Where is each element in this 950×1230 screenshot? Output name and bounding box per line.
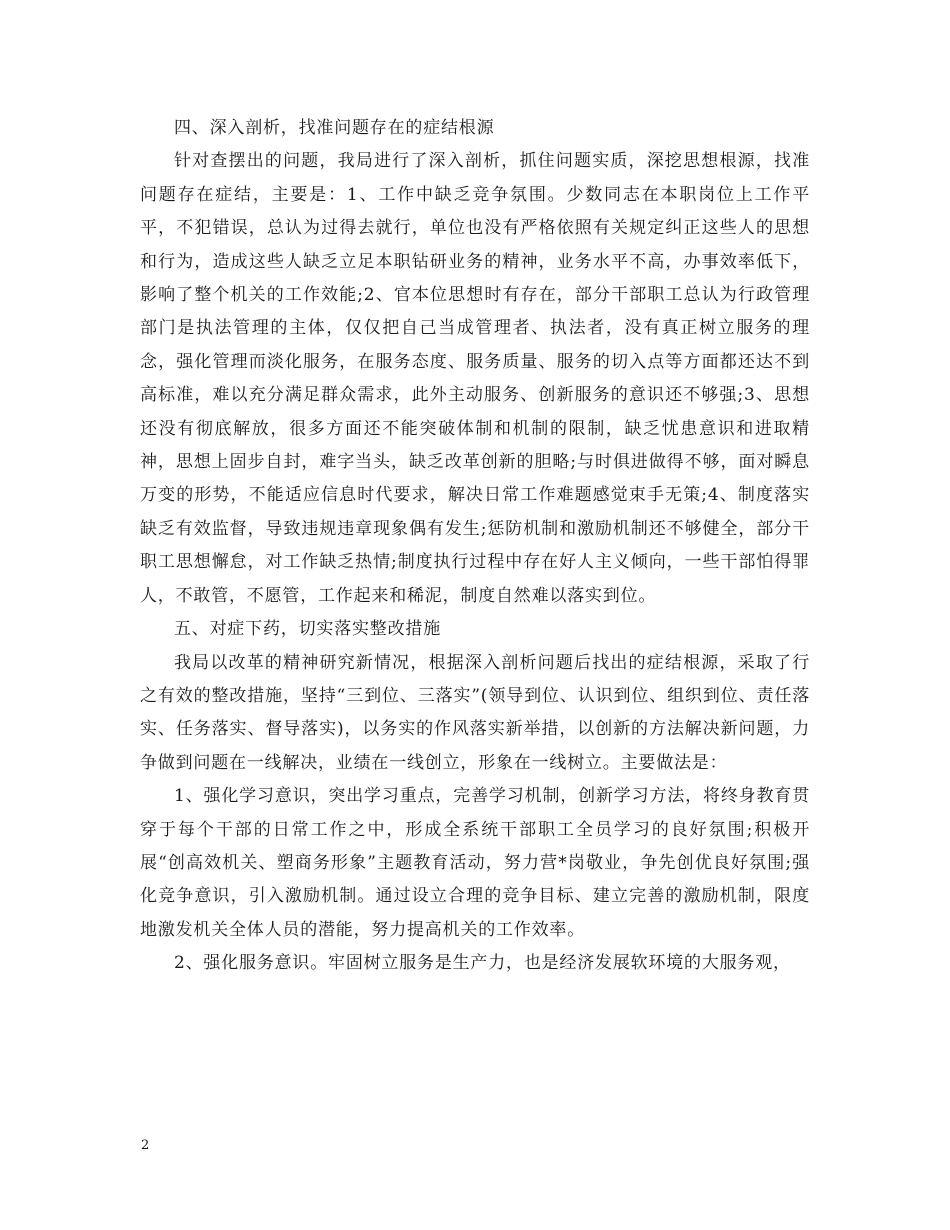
page-number: 2 xyxy=(141,1138,150,1153)
body-paragraph-item-2: 2、强化服务意识。牢固树立服务是生产力，也是经济发展软环境的大服务观， xyxy=(174,953,791,974)
section-heading-five: 五、对症下药，切实落实整改措施 xyxy=(174,619,441,640)
body-paragraph-item-1: 1、强化学习意识，突出学习重点，完善学习机制，创新学习方法，将终身教育贯穿于每个干部的日常工作之中，形成全系统干部职工全员学习的良好氛围;积极开展“创高效机关、塑商务形象”主题教育活动，努力营*岗敬业，争先创优良好氛围;强化竞争意识，引入激励机制。通过设立合理的竞争目标、建立完善的激励机制，限度地激发机关全体人员的潜能，努力提高机关的工作效率。 xyxy=(140,786,810,940)
section-heading-four: 四、深入剖析，找准问题存在的症结根源 xyxy=(174,118,495,138)
document-body xyxy=(140,112,810,981)
body-paragraph-measures: 我局以改革的精神研究新情况，根据深入剖析问题后找出的症结根源，采取了行之有效的整改措施，坚持“三到位、三落实”(领导到位、认识到位、组织到位、责任落实、任务落实、督导落实)，以务实的作风落实新举措，以创新的方法解决新问题，力争做到问题在一线解决，业绩在一线创立，形象在一线树立。主要做法是： xyxy=(140,652,810,773)
body-paragraph-analysis: 针对查摆出的问题，我局进行了深入剖析，抓住问题实质，深挖思想根源，找准问题存在症结，主要是：1、工作中缺乏竞争氛围。少数同志在本职岗位上工作平平，不犯错误，总认为过得去就行，单位也没有严格依照有关规定纠正这些人的思想和行为，造成这些人缺乏立足本职钻研业务的精神，业务水平不高，办事效率低下，影响了整个机关的工作效能;2、官本位思想时有存在，部分干部职工总认为行政管理部门是执法管理的主体，仅仅把自己当成管理者、执法者，没有真正树立服务的理念，强化管理而淡化服务，在服务态度、服务质量、服务的切入点等方面都还达不到高标准，难以充分满足群众需求，此外主动服务、创新服务的意识还不够强;3、思想还没有彻底解放，很多方面还不能突破体制和机制的限制，缺乏忧患意识和进取精神，思想上固步自封，难字当头，缺乏改革创新的胆略;与时俱进做得不够，面对瞬息万变的形势，不能适应信息时代要求，解决日常工作难题感觉束手无策;4、制度落实缺乏有效监督，导致违规违章现象偶有发生;惩防机制和激励机制还不够健全，部分干职工思想懈怠，对工作缺乏热情;制度执行过程中存在好人主义倾向，一些干部怕得罪人，不敢管，不愿管，工作起来和稀泥，制度自然难以落实到位。 xyxy=(140,151,810,606)
